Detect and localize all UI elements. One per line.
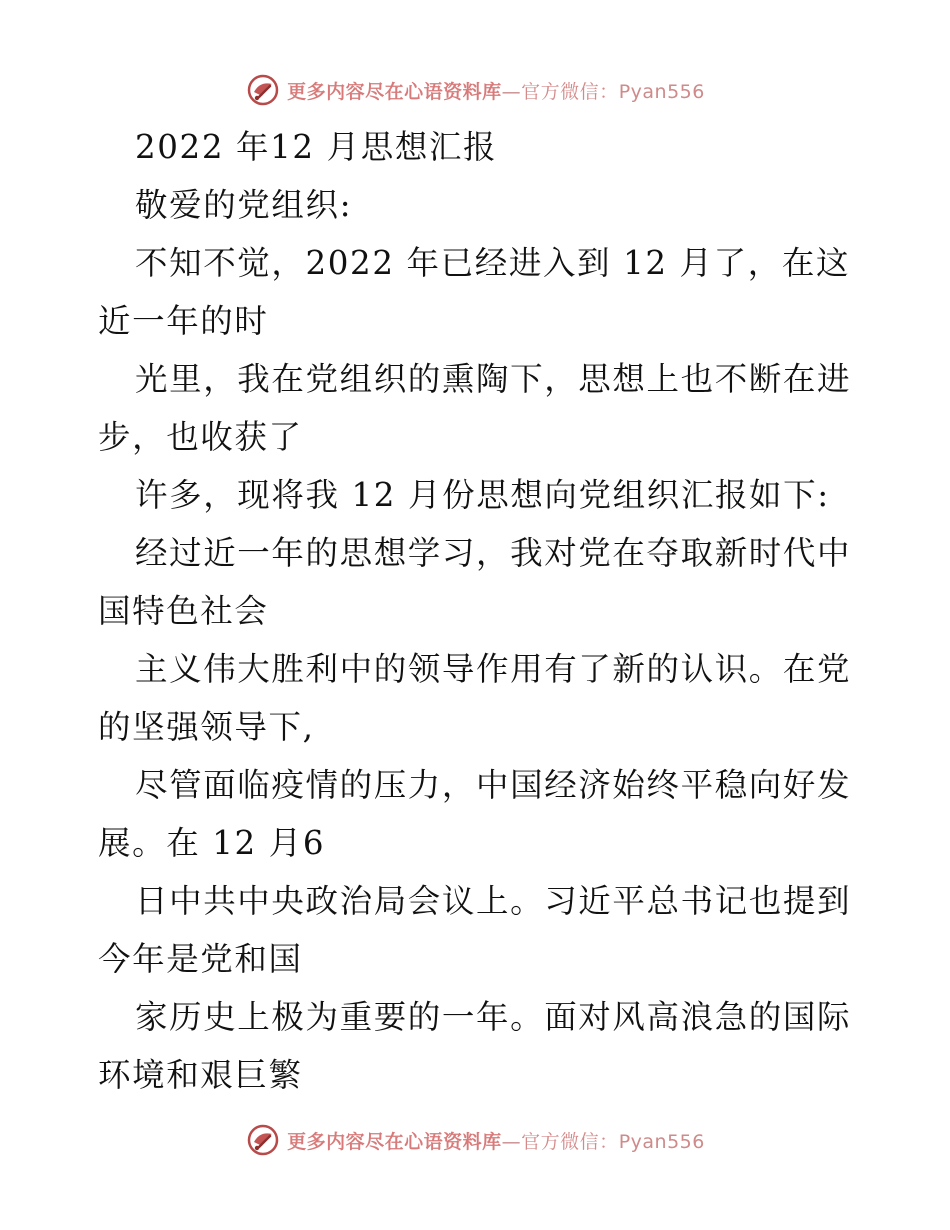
- text-line: 步，也收获了: [98, 418, 303, 456]
- header-banner: [0, 70, 950, 110]
- text-line: 环境和艰巨繁: [98, 1056, 303, 1094]
- text-line: 近一年的时: [98, 302, 269, 340]
- footer-banner: [0, 1120, 950, 1160]
- text-line: 日中共中央政治局会议上。习近平总书记也提到: [135, 882, 852, 920]
- text-line: 展。在 12 月6: [98, 824, 326, 862]
- banner-separator: —: [501, 1130, 522, 1153]
- text-line: 今年是党和国: [98, 940, 303, 978]
- text-line: 的坚强领导下,: [98, 708, 315, 746]
- text-line: 国特色社会: [98, 592, 269, 630]
- text-line: 不知不觉，2022 年已经进入到 12 月了，在这: [135, 244, 851, 282]
- banner-sub-text: 官方微信：: [521, 80, 619, 103]
- banner-separator: —: [501, 80, 522, 103]
- banner-sub-text: 官方微信：: [521, 1130, 619, 1153]
- brand-logo-icon: [245, 1122, 281, 1158]
- text-line: 尽管面临疫情的压力，中国经济始终平稳向好发: [135, 766, 852, 804]
- brand-logo-icon: [245, 72, 281, 108]
- banner-main-text: 更多内容尽在心语资料库: [287, 1130, 502, 1153]
- banner-text: [287, 77, 705, 104]
- banner-text: [287, 1127, 705, 1154]
- document-title: 2022 年12 月思想汇报: [135, 128, 498, 166]
- text-line: 主义伟大胜利中的领导作用有了新的认识。在党: [135, 650, 852, 688]
- salutation: 敬爱的党组织:: [135, 186, 353, 224]
- text-line: 许多，现将我 12 月份思想向党组织汇报如下:: [135, 476, 830, 514]
- text-line: 家历史上极为重要的一年。面对风高浪急的国际: [135, 998, 852, 1036]
- document-body: [98, 118, 858, 1104]
- banner-main-text: 更多内容尽在心语资料库: [287, 80, 502, 103]
- text-line: 经过近一年的思想学习，我对党在夺取新时代中: [135, 534, 852, 572]
- text-line: 光里，我在党组织的熏陶下，思想上也不断在进: [135, 360, 852, 398]
- banner-handle: Pyan556: [618, 80, 705, 103]
- banner-handle: Pyan556: [618, 1130, 705, 1153]
